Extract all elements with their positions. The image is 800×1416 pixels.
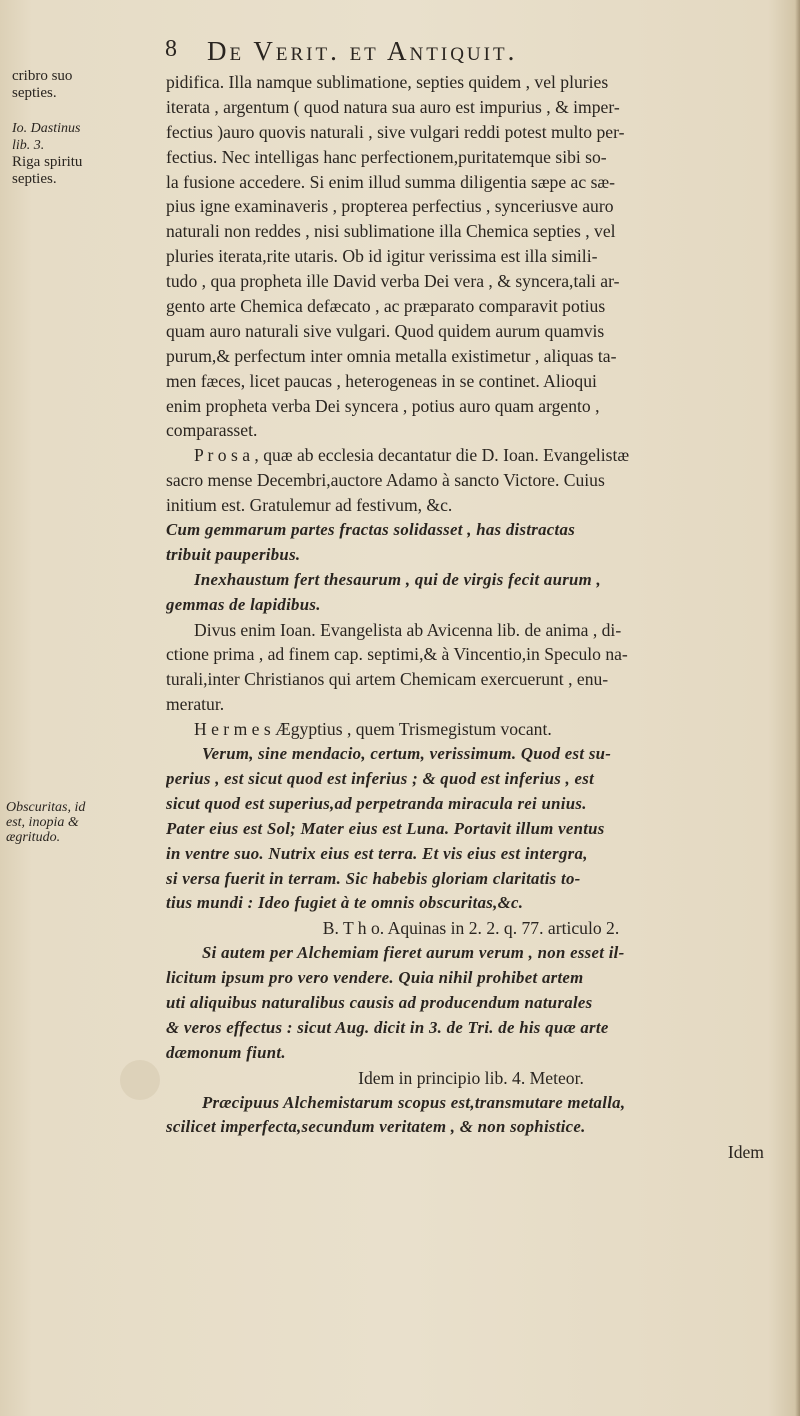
quote-line: sicut quod est superius,ad perpetranda miracula rei unius. (166, 793, 587, 813)
text-line: turali,inter Christianos qui artem Chemicam exercuerunt , enu- (166, 669, 609, 690)
aquinas-heading: B. T h o. Aquinas in 2. 2. q. 77. articulo 2. (322, 918, 620, 939)
running-title: De Verit. et Antiquit. (207, 36, 518, 66)
margin-note-line: ægritudo. (6, 830, 61, 845)
text-line: ctione prima , ad finem cap. septimi,& à Vincentio,in Speculo na- (166, 644, 628, 665)
quote-line: gemmas de lapidibus. (166, 594, 321, 614)
margin-note-line: cribro suo (12, 68, 73, 84)
prosa-heading: P r o s a , quæ ab ecclesia decantatur die D. Ioan. Evangelistæ (194, 445, 630, 466)
text-line: tudo , qua propheta ille David verba Dei vera , & syncera,tali ar- (166, 271, 620, 292)
text-line: pius igne examinaveris , propterea perfectius , synceriusve auro (166, 196, 614, 217)
page-number: 8 (165, 36, 179, 62)
margin-note-obscuritas (6, 800, 85, 845)
text-line: fectius )auro quovis naturali , sive vulgari reddi potest multo per- (166, 121, 625, 142)
quote-line: tius mundi : Ideo fugiet à te omnis obscuritas,&c. (166, 893, 524, 913)
margin-note-line: Riga spiritu (12, 154, 83, 170)
quote-line: Si autem per Alchemiam fieret aurum verum , non esset il- (202, 943, 625, 963)
quote-line: scilicet imperfecta,secundum veritatem , & non sophistice. (166, 1117, 586, 1137)
quote-line: in ventre suo. Nutrix eius est terra. Et vis eius est intergra, (166, 843, 588, 863)
margin-note-line: septies. (12, 85, 57, 101)
text-line: quam auro naturali sive vulgari. Quod quidem aurum quamvis (166, 320, 605, 341)
hermes-heading: H e r m e s Ægyptius , quem Trismegistum vocant. (194, 719, 552, 740)
margin-note-dastinus (12, 120, 82, 188)
margin-note-line: Obscuritas, id (6, 800, 86, 815)
text-line: purum,& perfectum inter omnia metalla existimetur , aliquas ta- (166, 345, 617, 366)
page-edge-shadow (795, 0, 800, 1416)
main-text-column (166, 70, 776, 1165)
quote-line: Cum gemmarum partes fractas solidasset , has distractas (166, 520, 576, 540)
margin-note-line: est, inopia & (6, 815, 79, 830)
quote-line: tribuit pauperibus. (166, 544, 301, 564)
margin-note-line: septies. (12, 171, 57, 187)
page-header (165, 36, 765, 70)
quote-line: perius , est sicut quod est inferius ; & quod est inferius , est (166, 768, 595, 788)
text-line: fectius. Nec intelligas hanc perfectionem,puritatemque sibi so- (166, 146, 607, 167)
text-line: Divus enim Ioan. Evangelista ab Avicenna lib. de anima , di- (194, 619, 622, 640)
text-line: men fæces, licet paucas , heterogeneas in se continet. Alioqui (166, 370, 597, 391)
quote-line: licitum ipsum pro vero vendere. Quia nihil prohibet artem (166, 968, 584, 988)
text-line: meratur. (166, 694, 225, 715)
quote-line: & veros effectus : sicut Aug. dicit in 3. de Tri. de his quæ arte (166, 1017, 609, 1037)
margin-note-line: lib. 3. (12, 138, 45, 153)
quote-line: Pater eius est Sol; Mater eius est Luna. Portavit illum ventus (166, 818, 605, 838)
quote-line: si versa fuerit in terram. Sic habebis gloriam claritatis to- (166, 868, 581, 888)
idem-heading: Idem in principio lib. 4. Meteor. (358, 1067, 584, 1088)
quote-line: Verum, sine mendacio, certum, verissimum. Quod est su- (202, 744, 612, 764)
text-line: enim propheta verba Dei syncera , potius auro quam argento , (166, 395, 600, 416)
quote-line: Præcipuus Alchemistarum scopus est,transmutare metalla, (202, 1092, 626, 1112)
quote-line: Inexhaustum fert thesaurum , qui de virgis fecit aurum , (194, 569, 602, 589)
text-line: iterata , argentum ( quod natura sua auro est impurius , & imper- (166, 96, 620, 117)
margin-note-cribro (12, 68, 72, 102)
text-line: comparasset. (166, 420, 258, 441)
text-line: pidifica. Illa namque sublimatione, septies quidem , vel pluries (166, 72, 609, 92)
text-line: pluries iterata,rite utaris. Ob id igitur verissima est illa simili- (166, 246, 598, 267)
text-line: initium est. Gratulemur ad festivum, &c. (166, 495, 453, 516)
paper-stain (120, 1060, 160, 1100)
quote-line: dæmonum fiunt. (166, 1042, 286, 1062)
text-line: gento arte Chemica defæcato , ac præparato comparavit potius (166, 296, 606, 317)
text-line: la fusione accedere. Si enim illud summa diligentia sæpe ac sæ- (166, 171, 616, 192)
catchword: Idem (727, 1142, 764, 1163)
text-line: sacro mense Decembri,auctore Adamo à sancto Victore. Cuius (166, 470, 605, 491)
margin-note-line: Io. Dastinus (12, 121, 81, 136)
text-line: naturali non reddes , nisi sublimatione illa Chemica septies , vel (166, 221, 616, 242)
quote-line: uti aliquibus naturalibus causis ad producendum naturales (166, 992, 593, 1012)
